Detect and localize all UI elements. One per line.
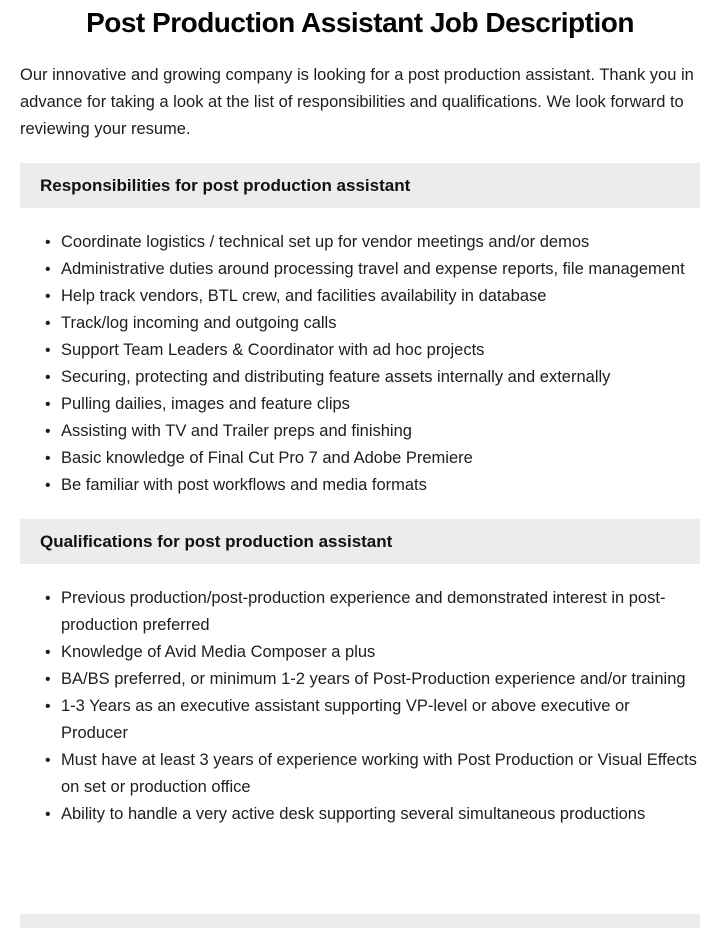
responsibilities-heading: Responsibilities for post production assistant bbox=[40, 175, 411, 195]
list-item: • Previous production/post-production experience and demonstrated interest in post-production preferred bbox=[20, 585, 700, 639]
list-item: • Administrative duties around processing travel and expense reports, file management bbox=[20, 256, 700, 283]
list-item: • Help track vendors, BTL crew, and facilities availability in database bbox=[20, 283, 700, 310]
qualifications-section bbox=[0, 519, 720, 828]
intro-paragraph: Our innovative and growing company is looking for a post production assistant. Thank you in advance for taking a look at the list of responsibilities and qualifications. We look forward to reviewing your resume. bbox=[20, 66, 694, 138]
responsibilities-header-bar bbox=[20, 163, 700, 208]
responsibilities-section bbox=[0, 163, 720, 499]
job-description-page bbox=[0, 6, 720, 928]
list-item: • Must have at least 3 years of experience working with Post Production or Visual Effects on set or production office bbox=[20, 747, 700, 801]
list-item: • Coordinate logistics / technical set up for vendor meetings and/or demos bbox=[20, 229, 700, 256]
list-item: • Ability to handle a very active desk supporting several simultaneous productions bbox=[20, 801, 700, 828]
list-item: • Track/log incoming and outgoing calls bbox=[20, 310, 700, 337]
next-section-header-bar-partial bbox=[20, 914, 700, 928]
qualifications-heading: Qualifications for post production assistant bbox=[40, 531, 393, 551]
qualifications-list bbox=[20, 585, 700, 828]
responsibilities-list bbox=[20, 229, 700, 499]
list-item: • BA/BS preferred, or minimum 1-2 years of Post-Production experience and/or training bbox=[20, 666, 700, 693]
list-item: • Pulling dailies, images and feature clips bbox=[20, 391, 700, 418]
list-item: • Support Team Leaders & Coordinator with ad hoc projects bbox=[20, 337, 700, 364]
list-item: • Assisting with TV and Trailer preps and finishing bbox=[20, 418, 700, 445]
list-item: • Basic knowledge of Final Cut Pro 7 and Adobe Premiere bbox=[20, 445, 700, 472]
page-title: Post Production Assistant Job Description bbox=[86, 7, 634, 38]
list-item: • Knowledge of Avid Media Composer a plus bbox=[20, 639, 700, 666]
list-item: • Securing, protecting and distributing feature assets internally and externally bbox=[20, 364, 700, 391]
list-item: • Be familiar with post workflows and media formats bbox=[20, 472, 700, 499]
list-item: • 1-3 Years as an executive assistant supporting VP-level or above executive or Producer bbox=[20, 693, 700, 747]
qualifications-header-bar bbox=[20, 519, 700, 564]
